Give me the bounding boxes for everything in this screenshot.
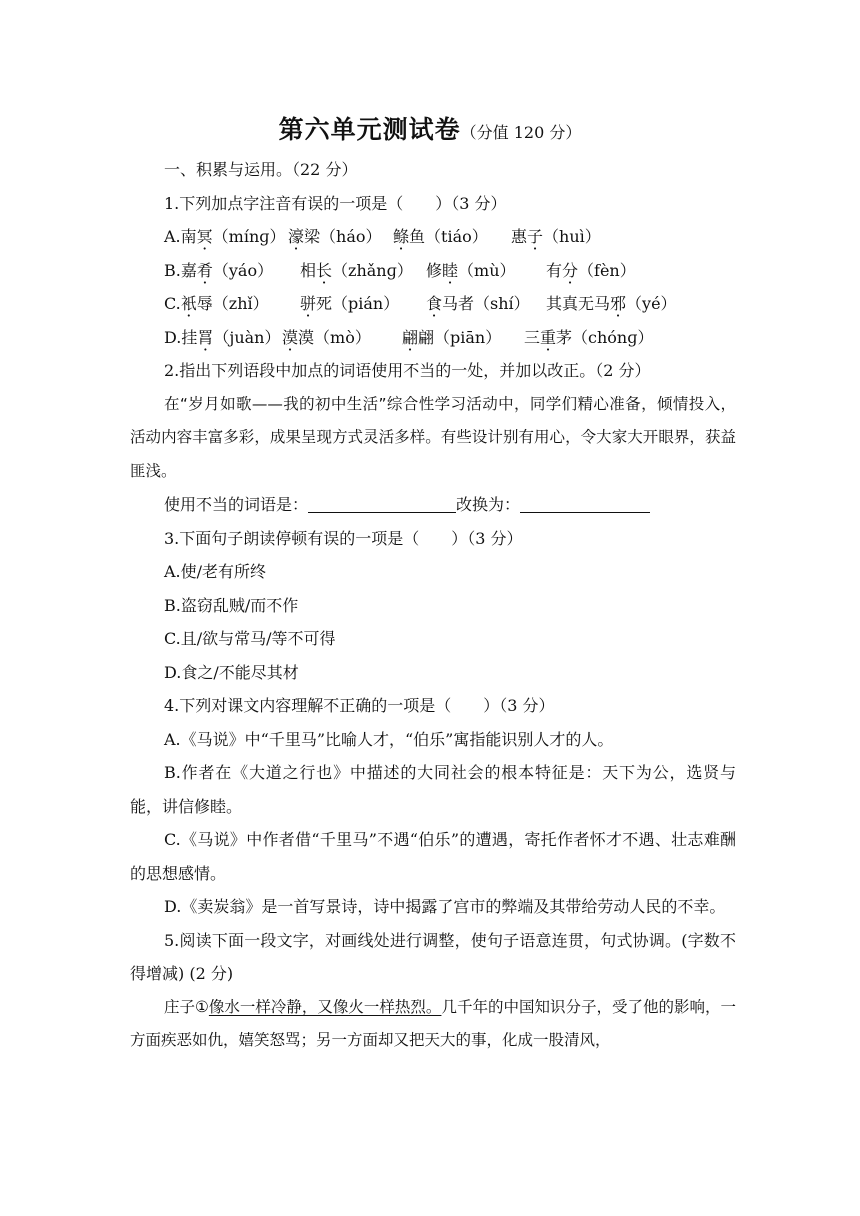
total-score: （分值 120 分） (460, 123, 582, 142)
question-5-stem: 5.阅读下面一段文字，对画线处进行调整，使句子语意连贯，句式协调。(字数不得增减) (2 分) (130, 930, 736, 983)
question-3-option-d: D.食之/不能尽其材 (164, 662, 299, 682)
blank-label: 使用不当的词语是： (164, 495, 309, 514)
option-item: 漠漠（mò） (282, 327, 371, 347)
question-3-option-a: A.使/老有所终 (164, 562, 267, 581)
title-block (0, 110, 860, 146)
option-item: 濠梁（háo） (288, 227, 382, 246)
option-item: 三重茅（chónɡ） (524, 327, 654, 347)
question-3-option-b: B.盗窃乱贼/而不作 (164, 595, 299, 615)
answer-blank[interactable] (308, 494, 456, 513)
question-1-stem: 1.下列加点字注音有误的一项是（ ）（3 分） (164, 193, 507, 213)
option-item: 有分（fèn） (546, 260, 636, 280)
passage-rest: 几千年的中国知识分子，受了他的影响，一方面疾恶如仇，嬉笑怒骂；另一方面却又把天大的事，化成一股清风， (130, 997, 736, 1049)
page-title: 第六单元测试卷 (278, 115, 461, 144)
question-4-stem: 4.下列对课文内容理解不正确的一项是（ ）（3 分） (164, 696, 555, 715)
question-5-passage (130, 991, 736, 1058)
answer-blank[interactable] (520, 494, 650, 513)
question-4-option-d: D.《卖炭翁》是一首写景诗，诗中揭露了宫市的弊端及其带给劳动人民的不幸。 (164, 897, 726, 916)
question-1-option-a (164, 220, 736, 254)
passage-lead: 庄子① (164, 997, 209, 1016)
option-item: B.嘉肴（yáo） (164, 260, 274, 280)
question-2-answer-line (164, 488, 736, 522)
option-item: 骈死（pián） (300, 294, 400, 313)
question-3-option-c: C.且/欲与常马/等不可得 (164, 629, 336, 648)
option-item: 鲦鱼（tiáo） (393, 227, 488, 246)
option-item: 修睦（mù） (426, 260, 516, 280)
question-3-stem: 3.下面句子朗读停顿有误的一项是（ ）（3 分） (164, 528, 523, 548)
option-item: 食马者（shí） (426, 294, 530, 313)
question-1-option-d (164, 321, 736, 355)
question-4-option-b: B.作者在《大道之行也》中描述的大同社会的根本特征是：天下为公，选贤与能，讲信修睦。 (130, 763, 736, 816)
question-4-option-c: C.《马说》中作者借“千里马”不遇“伯乐”的遭遇，寄托作者怀才不遇、壮志难酬的思想感情。 (130, 830, 736, 883)
question-2-stem: 2.指出下列语段中加点的词语使用不当的一处，并加以改正。（2 分） (164, 361, 651, 380)
section-heading: 一、积累与运用。（22 分） (164, 160, 358, 179)
blank-label: 改换为： (456, 495, 521, 514)
question-2-passage: 在“岁月如歌——我的初中生活”综合性学习活动中，同学们精心准备，倾情投入，活动内容丰富多彩，成果呈现方式灵活多样。有些设计别有用心，令大家大开眼界，获益匪浅。 (130, 394, 736, 480)
option-item: A.南冥（mínɡ） (164, 227, 286, 246)
option-item: C.衹辱（zhǐ） (164, 294, 269, 313)
option-item: 惠子（huì） (511, 227, 601, 246)
option-item: 翩翩（piān） (402, 327, 502, 347)
option-item: D.挂罥（juàn） (164, 327, 281, 347)
question-4-option-a: A.《马说》中“千里马”比喻人才，“伯乐”寓指能识别人才的人。 (164, 729, 614, 749)
exam-content (130, 153, 736, 1058)
option-item: 相长（zhǎnɡ） (300, 260, 413, 280)
option-item: 其真无马邪（yé） (546, 294, 677, 313)
question-1-option-c (164, 287, 736, 321)
question-1-option-b (164, 254, 736, 288)
underlined-sentence: 像水一样冷静，又像火一样热烈。 (208, 997, 442, 1016)
